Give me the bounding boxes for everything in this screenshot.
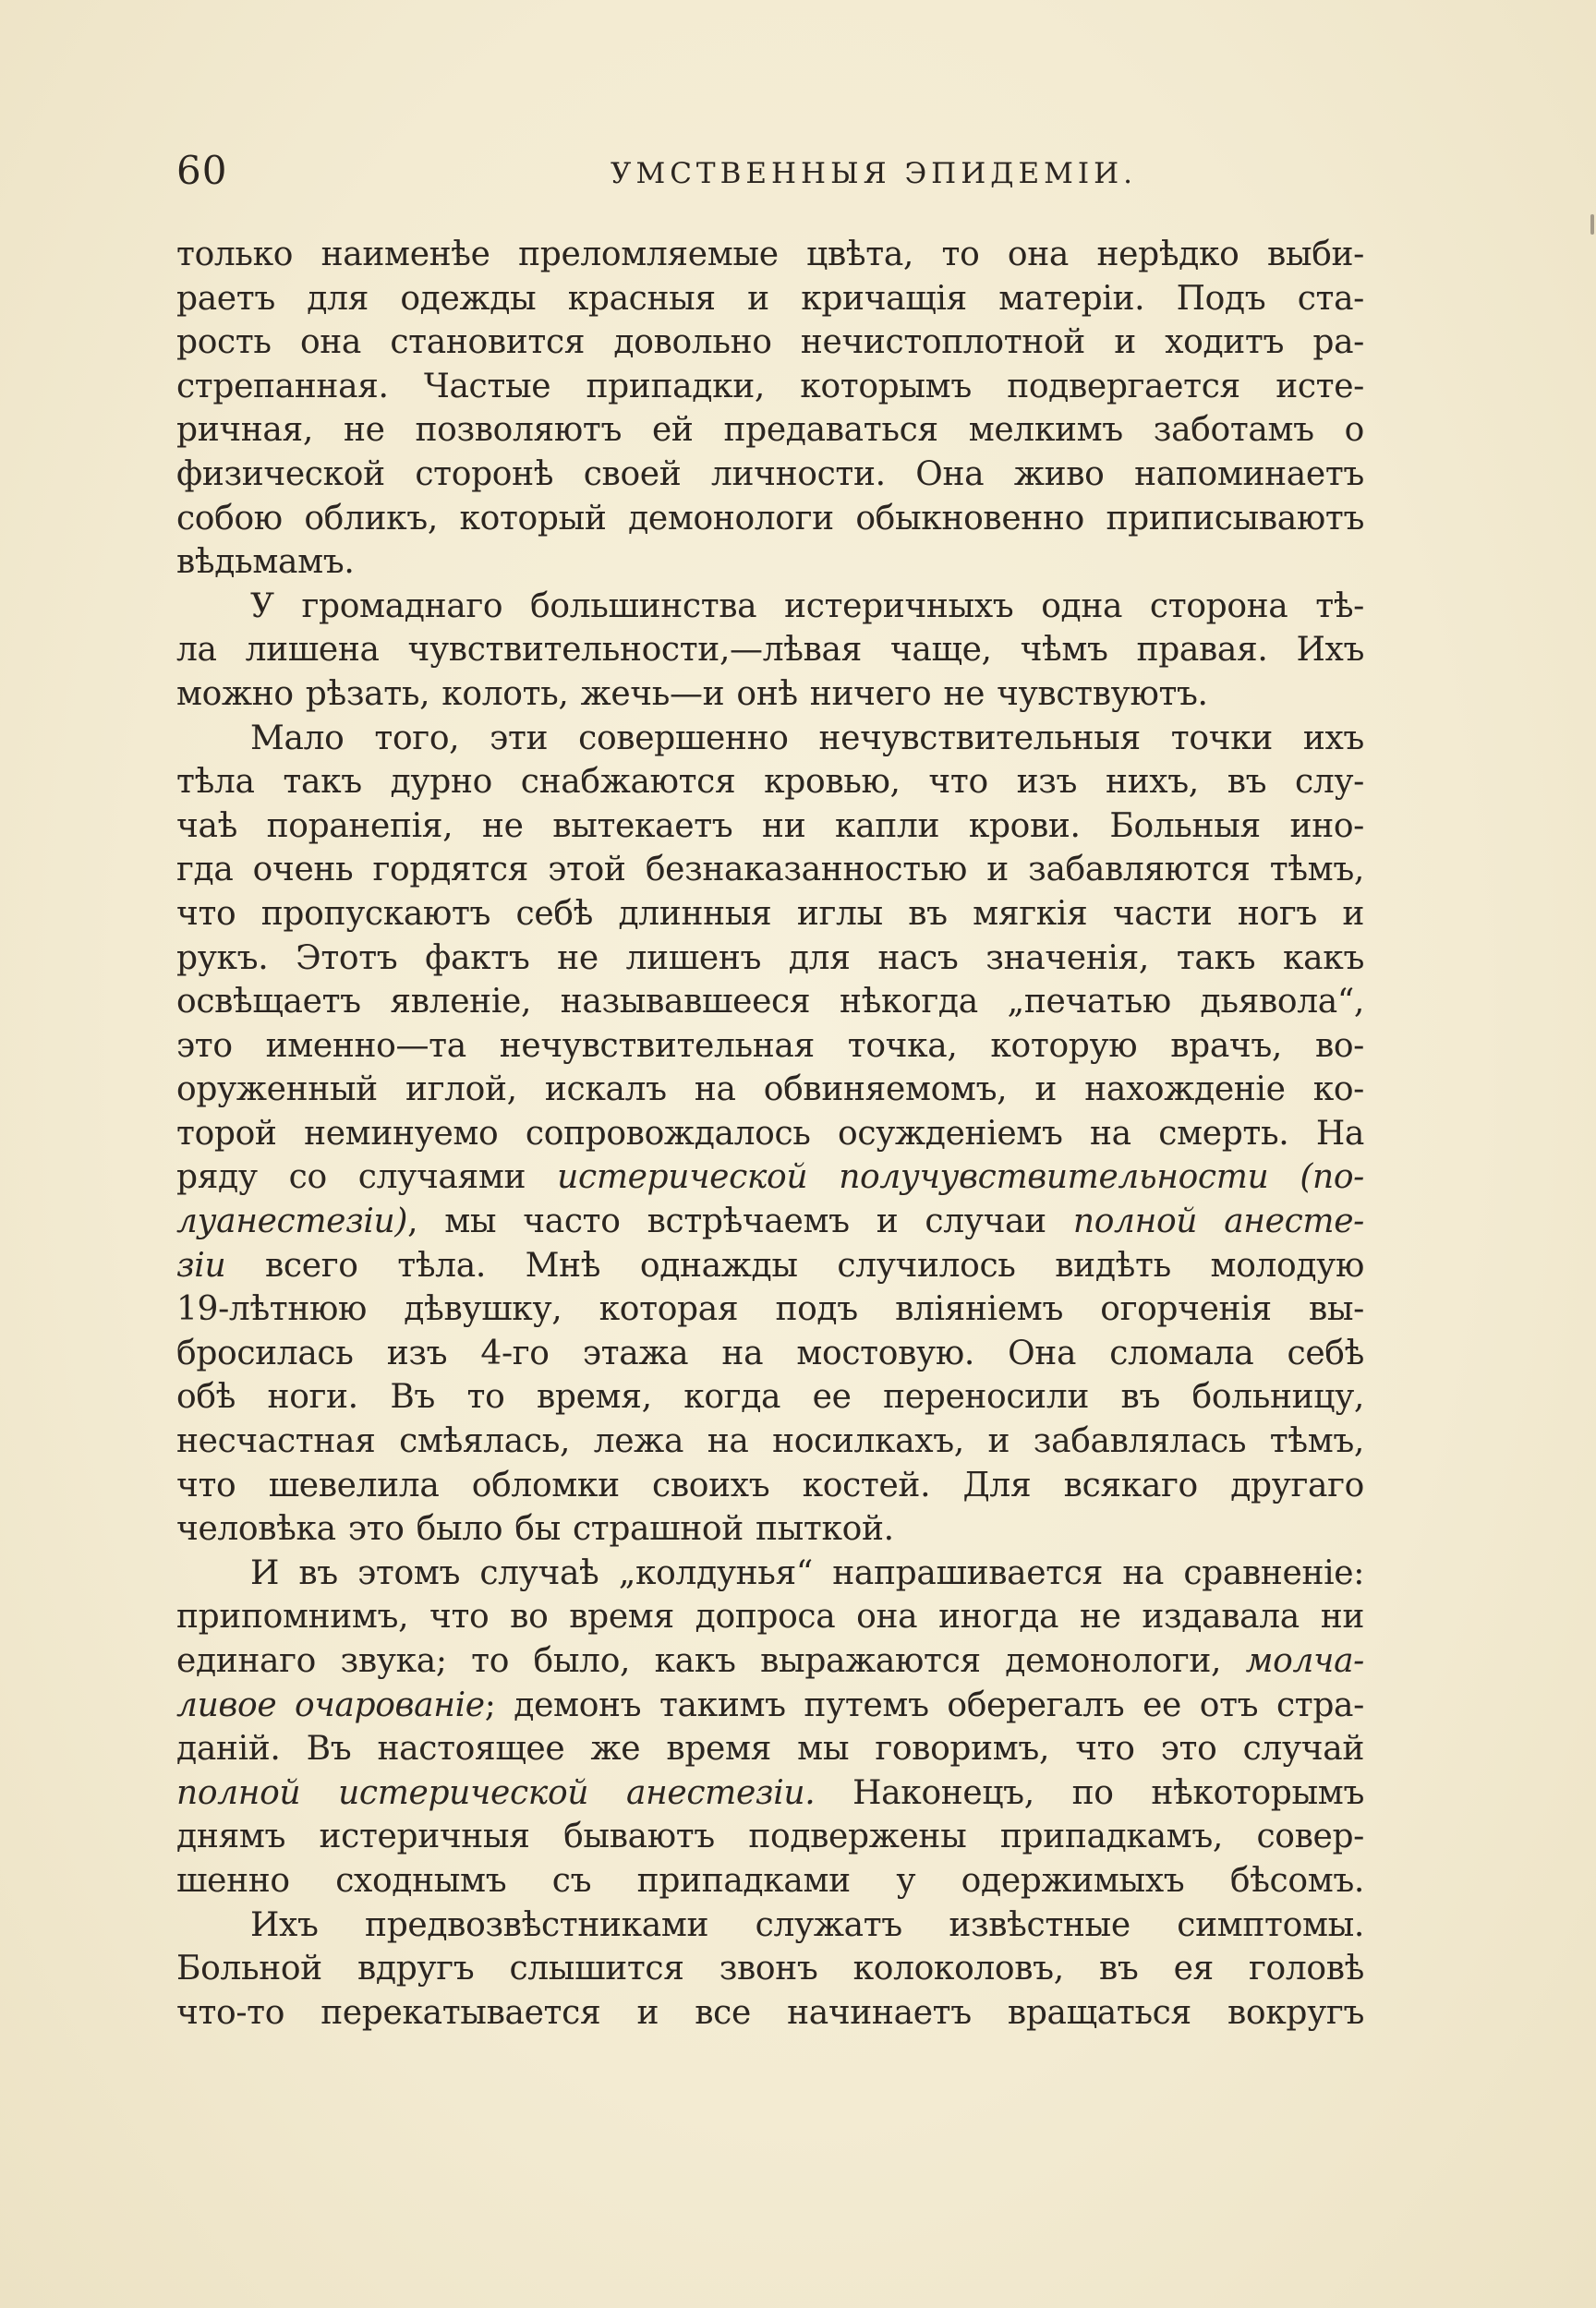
text-line: шенно сходнымъ съ припадками у одержимыхъ бѣсомъ. (176, 1861, 1364, 1900)
body-text (176, 233, 1364, 2035)
text-line: это именно—та нечувствительная точка, которую врачъ, во- (176, 1026, 1364, 1065)
text-line: ла лишена чувствительности,—лѣвая чаще, чѣмъ правая. Ихъ (176, 631, 1364, 670)
text-line: что-то перекатывается и все начинаетъ вращаться вокругъ (176, 1993, 1364, 2032)
text-line: Ихъ предвозвѣстниками служатъ извѣстные симптомы. (250, 1905, 1364, 1944)
text-line: тѣла такъ дурно снабжаются кровью, что изъ нихъ, въ слу- (176, 763, 1364, 802)
text-line: данiй. Въ настоящее же время мы говоримъ, что это случай (176, 1730, 1364, 1769)
text-line: что шевелила обломки своихъ костей. Для всякаго другаго (176, 1466, 1364, 1504)
page-number: 60 (176, 148, 228, 193)
text-line: раетъ для одежды красныя и кричащiя матерiи. Подъ ста- (176, 279, 1364, 318)
text-line: рость она становится довольно нечистоплотной и ходитъ ра- (176, 323, 1364, 362)
text-line: днямъ истеричныя бываютъ подвержены припадкамъ, совер- (176, 1818, 1364, 1856)
text-line: только наименѣе преломляемые цвѣта, то она нерѣдко выби- (176, 236, 1364, 273)
page-header (176, 148, 1359, 203)
text-line: человѣка это было бы страшной пыткой. (176, 1510, 894, 1549)
running-title: УМСТВЕННЫЯ ЭПИДЕМIИ. (611, 157, 1137, 190)
text-line: обѣ ноги. Въ то время, когда ее переносили въ больницу, (176, 1378, 1364, 1417)
text-line: ричная, не позволяютъ ей предаваться мелкимъ заботамъ о (176, 411, 1364, 450)
text-line: И въ этомъ случаѣ „колдунья“ напрашивается на сравненiе: (250, 1553, 1364, 1592)
text-line: зiи всего тѣла. Мнѣ однажды случилось видѣть молодую (176, 1246, 1364, 1285)
text-line: Мало того, эти совершенно нечувствительныя точки ихъ (250, 719, 1364, 757)
text-line: несчастная смѣялась, лежа на носилкахъ, и забавлялась тѣмъ, (176, 1422, 1364, 1461)
text-line: гда очень гордятся этой безнаказанностью и забавляются тѣмъ, (176, 851, 1364, 889)
text-line: рукъ. Этотъ фактъ не лишенъ для насъ значенiя, такъ какъ (176, 938, 1364, 977)
text-line: Больной вдругъ слышится звонъ колоколовъ, въ ея головѣ (176, 1950, 1364, 1988)
text-line: стрепанная. Частые припадки, которымъ подвергается исте- (176, 367, 1364, 405)
text-line: ливое очарованiе; демонъ такимъ путемъ оберегалъ ее отъ стра- (176, 1686, 1364, 1724)
text-line: собою обликъ, который демонологи обыкновенно приписываютъ (176, 499, 1364, 538)
page-edge-mark (1590, 214, 1594, 235)
text-line: полной истерической анестезiи. Наконецъ, по нѣкоторымъ (176, 1773, 1365, 1812)
text-line: чаѣ поранепiя, не вытекаетъ ни капли крови. Больныя ино- (176, 806, 1364, 845)
text-line: единаго звука; то было, какъ выражаются демонологи, молча- (176, 1642, 1364, 1680)
text-line: ряду со случаями истерической получувствительности (по- (176, 1158, 1365, 1197)
text-line: луанестезiи), мы часто встрѣчаемъ и случаи полной анесте- (176, 1202, 1364, 1241)
text-line: физической сторонѣ своей личности. Она живо напоминаетъ (176, 454, 1364, 493)
text-line: торой неминуемо сопровождалось осужденiемъ на смерть. На (176, 1114, 1364, 1153)
text-line: оруженный иглой, искалъ на обвиняемомъ, и нахожденiе ко- (176, 1070, 1364, 1109)
text-line: припомнимъ, что во время допроса она иногда не издавала ни (176, 1598, 1364, 1637)
text-line: что пропускаютъ себѣ длинныя иглы въ мягкiя части ногъ и (176, 894, 1364, 933)
text-line: У громаднаго большинства истеричныхъ одна сторона тѣ- (250, 586, 1364, 625)
text-line: можно рѣзать, колоть, жечь—и онѣ ничего не чувствуютъ. (176, 674, 1208, 713)
text-line: вѣдьмамъ. (176, 543, 355, 582)
text-line: бросилась изъ 4-го этажа на мостовую. Она сломала себѣ (176, 1334, 1364, 1372)
text-line: освѣщаетъ явленiе, называвшееся нѣкогда „печатью дьявола“, (176, 983, 1364, 1021)
text-line: 19-лѣтнюю дѣвушку, которая подъ влiянiемъ огорченiя вы- (176, 1290, 1364, 1329)
